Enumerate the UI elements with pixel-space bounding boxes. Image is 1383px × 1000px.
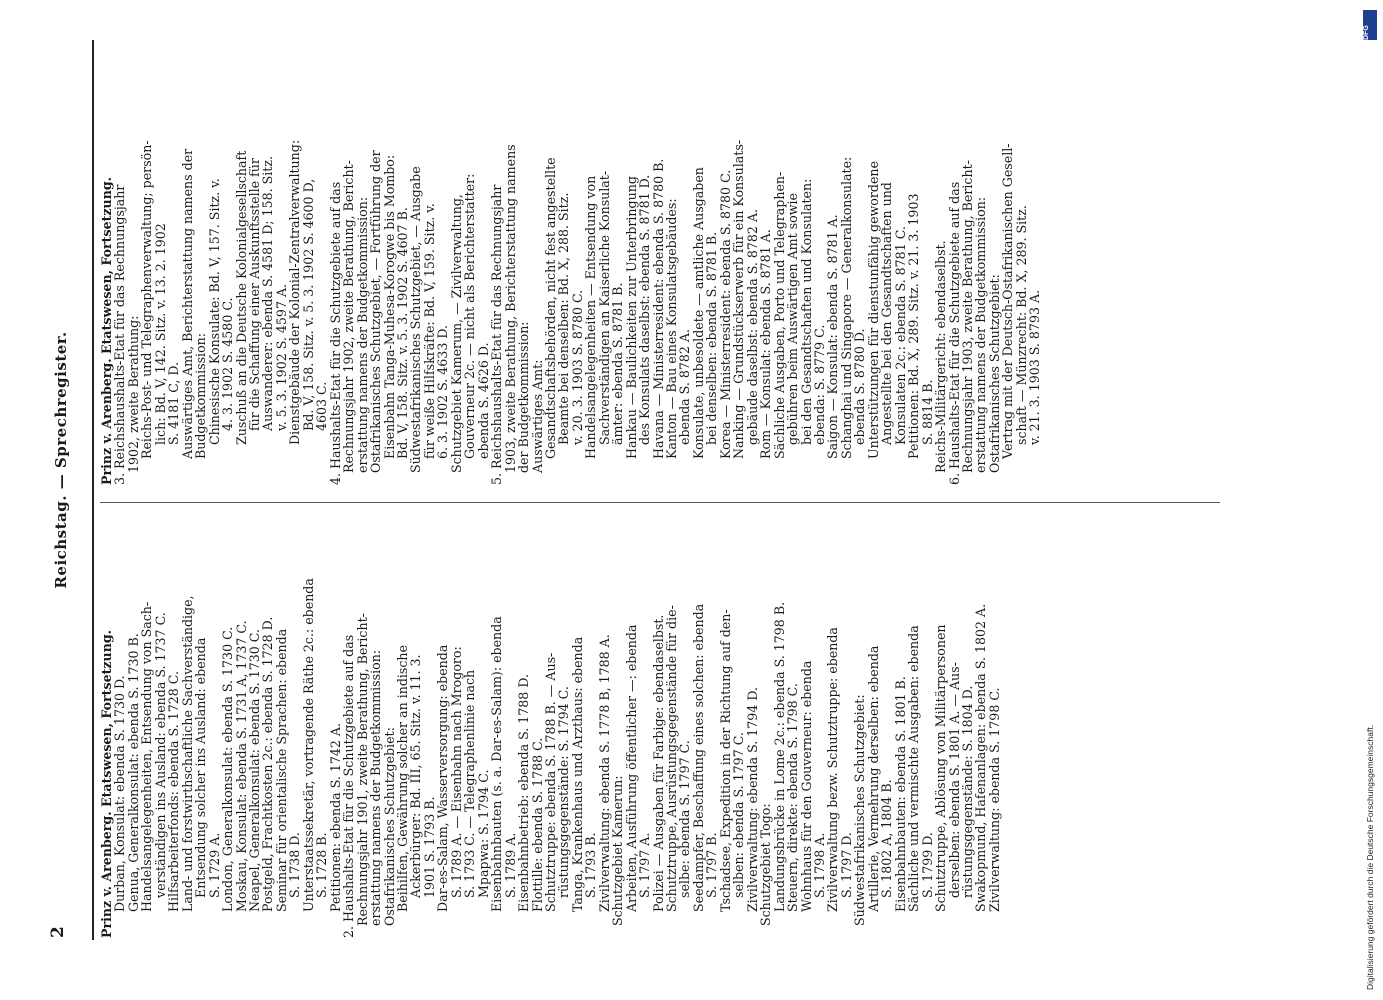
index-entry-line: ebenda S. 8780 D. xyxy=(852,328,868,445)
index-entry-line: gebäude daselbst: ebenda S. 8782 A. xyxy=(744,208,760,445)
index-entry-line: Konsulaten 2c.: ebenda S. 8781 C. xyxy=(892,226,908,445)
index-entry-line: Genua, Generalkonsulat: ebenda S. 1730 B. xyxy=(125,633,141,912)
index-entry-line: Havana — Ministerresident: ebenda S. 8780 B. xyxy=(650,158,666,459)
index-entry-line: für die Schaffung einer Auskunftsstelle für xyxy=(246,158,262,431)
dfg-logo-text: DFG xyxy=(1363,25,1370,40)
index-entry-line: Postgeld, Frachtkosten 2c.: ebenda S. 1728 D. xyxy=(260,616,276,912)
index-entry-line: Schanghai und Singapore — Generalkonsulate: xyxy=(838,156,854,459)
index-entry-line: selben: ebenda S. 1797 C. xyxy=(731,732,747,898)
index-entry-line: 6. Haushalts-Etat für die Schutzgebiete auf das xyxy=(946,181,962,485)
index-entry-line: Hankau — Baulichkeiten zur Unterbringung xyxy=(623,176,639,459)
index-entry-line: Rechnungsjahr 1903, zweite Berathung, Bericht- xyxy=(960,160,975,473)
left-column xyxy=(100,508,1001,938)
index-entry-line: S. 4181 C, D. xyxy=(166,361,182,445)
index-entry-line: Wohnhaus für den Gouverneur: ebenda xyxy=(798,660,814,912)
index-entry-line: Prinz v. Arenberg. Etatswesen, Fortsetzung. xyxy=(99,176,114,485)
index-entry-line: 4. Haushalts-Etat für die Schutzgebiete auf das xyxy=(327,181,343,485)
index-entry-line: 5. Reichshaushalts-Etat für das Rechnungsjahr xyxy=(489,184,505,485)
index-entry-line: S. 1797 B. xyxy=(704,832,720,898)
index-entry-line: S. 1798 A. xyxy=(812,832,828,898)
index-entry-line: 4. 3. 1902 S. 4580 C. xyxy=(220,297,236,431)
right-column xyxy=(100,55,1042,485)
index-entry-line: Handelsangelegenheiten — Entsendung von xyxy=(583,175,599,459)
index-entry-line: S. 1729 A. xyxy=(206,832,222,898)
index-entry-line: Sächliche und vermischte Ausgaben: ebenda xyxy=(906,625,922,912)
index-entry-line: Auswärtiges Amt, Berichterstattung namens der xyxy=(179,148,195,459)
index-entry-line: Arbeiten, Ausführung öffentlicher —: ebenda xyxy=(623,624,639,912)
index-entry-line: des Konsulats daselbst: ebenda S. 8781 D. xyxy=(637,174,653,445)
index-entry-line: ebenda S. 4626 D. xyxy=(475,342,491,459)
index-entry-line: Reichs-Militärgericht: ebendaselbst. xyxy=(933,240,949,473)
index-entry-line: Konsulate, unbesoldete — amtliche Ausgaben xyxy=(690,167,706,459)
index-entry-line: S. 1802 A, 1804 B. xyxy=(879,779,895,898)
index-entry-line: Prinz v. Arenberg. Etatswesen, Fortsetzung. xyxy=(99,629,114,938)
index-entry-line: S. 8814 B. xyxy=(919,379,935,445)
index-entry-line: Gouverneur 2c. — nicht als Berichterstatter: xyxy=(462,173,478,459)
index-entry-line: Rechnungsjahr 1901, zweite Berathung, Bericht- xyxy=(354,613,370,926)
index-entry-line: verständigen ins Ausland: ebenda S. 1737 C. xyxy=(152,612,168,898)
index-entry-line: gebühren beim Auswärtigen Amt sowie xyxy=(785,193,801,445)
index-entry-line: lich: Bd. V, 142. Sitz. v. 13. 2. 1902 xyxy=(152,223,168,445)
index-entry-line: Seedampfer, Beschaffung eines solchen: ebenda xyxy=(690,603,706,912)
index-entry-line: S. 1797 D. xyxy=(838,832,854,898)
index-entry-line: S. 1789 A. xyxy=(502,832,518,898)
index-entry-line: Zivilverwaltung bezw. Schutztruppe: ebenda xyxy=(825,627,841,912)
index-entry-line: derselben: ebenda S. 1801 A. — Aus- xyxy=(946,662,962,898)
index-entry-line: Sächliche Ausgaben, Porto und Telegraphen- xyxy=(771,171,787,459)
index-entry-line: Artillerie, Vermehrung derselben: ebenda xyxy=(865,645,881,912)
index-entry-line: erstattung namens der Budgetkommission: xyxy=(354,196,370,473)
index-entry-line: Beamte bei denselben: Bd. X, 288. Sitz. xyxy=(556,192,572,445)
index-entry-line: Swakopmund, Hafenanlagen: ebenda S. 1802 A. xyxy=(973,603,989,912)
index-entry-line: schaft — Münzrecht: Bd. X, 289. Sitz. xyxy=(1013,205,1029,445)
index-entry-line: Bd. V, 158. Sitz. v. 5. 3. 1902 S. 4600 D, xyxy=(300,178,316,431)
index-entry-line: 4603 C. xyxy=(314,381,330,431)
index-entry-line: Korea — Ministerresident: ebenda S. 8780 C. xyxy=(717,169,733,459)
index-entry-line: v. 21. 3. 1903 S. 8793 A. xyxy=(1027,289,1043,445)
index-entry-line: Eisenbahnbetrieb: ebenda S. 1788 D. xyxy=(516,674,532,912)
index-entry-line: Schutztruppe, Ablösung von Militärpersonen xyxy=(933,624,949,912)
index-entry-line: v. 20. 3. 1903 S. 8780 C. xyxy=(569,289,585,445)
index-entry-line: Beihilfen, Gewährung solcher an indische xyxy=(394,645,410,912)
index-entry-line: für weiße Hilfskräfte: Bd. V, 159. Sitz. v. xyxy=(421,203,437,459)
index-entry-line: S. 1793 C. — Telegraphenlinie nach xyxy=(462,669,478,898)
index-entry-line: Reichs-Post- und Telegraphenverwaltung; persön- xyxy=(139,140,155,459)
index-entry-line: Zivilverwaltung: ebenda S. 1794 D. xyxy=(744,687,760,912)
index-entry-line: Ostafrikanisches Schutzgebiet: xyxy=(381,727,397,926)
index-entry-line: Eisenbahnbauten: ebenda S. 1801 B. xyxy=(892,676,908,912)
index-entry-line: 1901 S. 1793 B. xyxy=(421,796,437,898)
index-entry-line: ebenda S. 8782 A. xyxy=(677,329,693,445)
index-entry-line: Moskau, Konsulat: ebenda S. 1731 A, 1737 C. xyxy=(233,620,249,912)
index-entry-line: S. 1789 A. — Eisenbahn nach Mrogoro: xyxy=(448,646,464,898)
index-entry-line: Eisenbahnbauten (s. a. Dar-es-Salam): ebenda xyxy=(489,616,505,912)
index-entry-line: London, Generalkonsulat: ebenda S. 1730 C. xyxy=(220,626,236,912)
index-entry-line: Entsendung solcher ins Ausland: ebenda xyxy=(193,637,209,898)
index-entry-line: S. 1728 B. xyxy=(314,832,330,898)
index-entry-line: Ostafrikanisches Schutzgebiet, — Fortführung der xyxy=(368,150,384,473)
index-entry-line: Sachverständigen an Kaiserliche Konsulat- xyxy=(596,170,612,445)
running-head: Reichstag. — Sprechregister. xyxy=(52,331,70,589)
index-entry-line: v. 5. 3. 1902 S. 4597 A. xyxy=(273,283,289,431)
index-entry-line: erstattung namens der Budgetkommission: xyxy=(973,196,989,473)
index-entry-line: Neapel, Generalkonsulat: ebenda S. 1730 C. xyxy=(246,629,262,912)
index-entry-line: Polizei — Ausgaben für Farbige: ebendaselbst. xyxy=(650,614,666,912)
index-entry-line: Zuschuß an die Deutsche Kolonialgesellschaft xyxy=(233,150,249,445)
index-entry-line: Budgetkommission: xyxy=(193,332,209,459)
index-entry-line: 1903, zweite Berathung, Berichterstattung namens xyxy=(502,144,518,473)
index-entry-line: S. 1797 A. xyxy=(637,832,653,898)
index-entry-line: Kanton — Bau eines Konsulatsgebäudes: xyxy=(664,198,680,459)
index-entry-line: Schutztruppe, Ausrüstungsgegenstände für die- xyxy=(664,605,680,912)
index-entry-line: Tanga, Krankenhaus und Arzthaus: ebenda xyxy=(569,636,585,912)
index-entry-line: Tschadsee, Expedition in der Richtung auf den- xyxy=(717,609,733,912)
index-entry-line: ämter: ebenda S. 8781 B. xyxy=(610,282,626,445)
index-entry-line: Unterstützungen für dienstunfähig gewordene xyxy=(865,161,881,459)
index-entry-line: Schutzgebiet Kamerun: xyxy=(610,775,626,926)
header-rule xyxy=(92,40,94,940)
index-entry-line: Unterstaatssekretär, vortragende Räthe 2c.: ebenda xyxy=(300,578,316,912)
index-entry-line: Auswärtiges Amt: xyxy=(529,359,545,473)
column-divider xyxy=(100,502,1220,503)
index-entry-line: Flottille: ebenda S. 1788 C. xyxy=(529,737,545,912)
index-entry-line: selbe: ebenda S. 1797 C. xyxy=(677,740,693,898)
index-entry-line: Ostafrikanisches Schutzgebiet: xyxy=(986,274,1002,473)
index-entry-line: Gesandtschaftsbehörden, nicht fest angestellte xyxy=(542,157,558,459)
index-entry-line: Ackerbürger: Bd. III, 65. Sitz. v. 11. 3. xyxy=(408,654,424,898)
index-entry-line: Petitionen: Bd. X, 289. Sitz. v. 21. 3. 1903 xyxy=(906,193,922,459)
digitization-note xyxy=(1360,10,1380,990)
index-entry-line: ebenda: S. 8779 C. xyxy=(812,324,828,445)
index-entry-line: Schutzgebiet Kamerum, — Zivilverwaltung, xyxy=(448,194,464,473)
index-entry-line: Südwestafrikanisches Schutzgebiet, — Ausgabe xyxy=(408,166,424,473)
index-entry-line: Vertrag mit der Deutsch-Ostafrikanischen Gesell- xyxy=(1000,143,1016,459)
index-entry-line: rüstungsgegenstände: S. 1804 D. xyxy=(960,685,975,898)
index-entry-line: Dar-es-Salam, Wasserversorgung: ebenda xyxy=(435,644,451,912)
page-number: 2 xyxy=(48,926,68,938)
index-entry-line: erstattung namens der Budgetkommission: xyxy=(368,649,384,926)
index-entry-line: Angestellte bei den Gesandtschaften und xyxy=(879,182,895,445)
index-entry-line: Südwestafrikanisches Schutzgebiet: xyxy=(852,694,868,926)
index-entry-line: 1902, zweite Berathung: xyxy=(125,315,141,473)
index-entry-line: Mpapwa: S. 1794 C. xyxy=(475,769,491,898)
index-entry-line: Hilfsarbeiterfonds: ebenda S. 1728 C. xyxy=(166,671,182,912)
index-entry-line: Dienstgebäude der Kolonial-Zentralverwaltung: xyxy=(287,139,303,445)
index-entry-line: Schutztruppe: ebenda S. 1788 B. — Aus- xyxy=(542,652,558,912)
index-entry-line: Handelsangelegenheiten, Entsendung von Sach- xyxy=(139,601,155,912)
index-entry-line: S. 1793 B. xyxy=(583,832,599,898)
index-entry-line: Petitionen: ebenda S. 1742 A. xyxy=(327,722,343,912)
index-entry-line: Rom — Konsulat: ebenda S. 8781 A. xyxy=(758,229,774,459)
index-entry-line: Seminar für orientalische Sprachen: ebenda xyxy=(273,628,289,912)
index-entry-line: Rechnungsjahr 1902, zweite Berathung, Bericht- xyxy=(341,160,357,473)
index-entry-line: Landungsbrücke in Lome 2c.: ebenda S. 1798 B. xyxy=(771,601,787,912)
index-entry-line: Land- und forstwirthschaftliche Sachverständige, xyxy=(179,595,195,912)
index-entry-line: Zivilverwaltung: ebenda S. 1798 C. xyxy=(986,687,1002,912)
index-entry-line: der Budgetkommission: xyxy=(516,321,532,473)
index-entry-line: 2. Haushalts-Etat für die Schutzgebiete auf das xyxy=(341,634,357,938)
index-entry-line: Bd. V, 158. Sitz. v. 5. 3. 1902 S. 4607 B. xyxy=(394,207,410,459)
index-entry-line: S. 1738 D. xyxy=(287,832,303,898)
index-entry-line: S. 1799 D. xyxy=(919,832,935,898)
index-entry-line: Zivilverwaltung: ebenda S. 1778 B, 1788 A. xyxy=(596,634,612,912)
index-entry-line: Steuern, direkte: ebenda S. 1798 C. xyxy=(785,683,801,912)
digitization-note-text: Digitalisierung gefördert durch die Deutsche Forschungsgemeinschaft. xyxy=(1365,724,1375,990)
index-entry-line: bei den Gesandtschaften und Konsulaten: xyxy=(798,178,814,445)
dfg-logo xyxy=(1363,10,1377,40)
index-entry-line: Eisenbahn Tanga-Muhesa-Korogwe bis Mombo: xyxy=(381,154,397,459)
index-entry-line: Chinesische Konsulate: Bd. V, 157. Sitz. v. xyxy=(206,178,222,445)
index-entry-line: bei denselben: ebenda S. 8781 B. xyxy=(704,231,720,445)
index-entry-line: Saigon — Konsulat: ebenda S. 8781 A. xyxy=(825,214,841,459)
index-entry-line: Nanking — Grundstückserwerb für ein Konsulats- xyxy=(731,139,747,459)
index-entry-line: Auswanderer: ebenda S. 4581 D; 158. Sitz. xyxy=(260,156,276,431)
index-entry-line: Durban, Konsulat: ebenda S. 1730 D. xyxy=(112,675,128,912)
index-entry-line: 3. Reichshaushalts-Etat für das Rechnungsjahr xyxy=(112,184,128,485)
index-entry-line: Schutzgebiet Togo: xyxy=(758,803,774,926)
index-entry-line: rüstungsgegenstände: S. 1794 C. xyxy=(556,686,572,898)
index-entry-line: 6. 3. 1902 S. 4633 D. xyxy=(435,325,451,459)
